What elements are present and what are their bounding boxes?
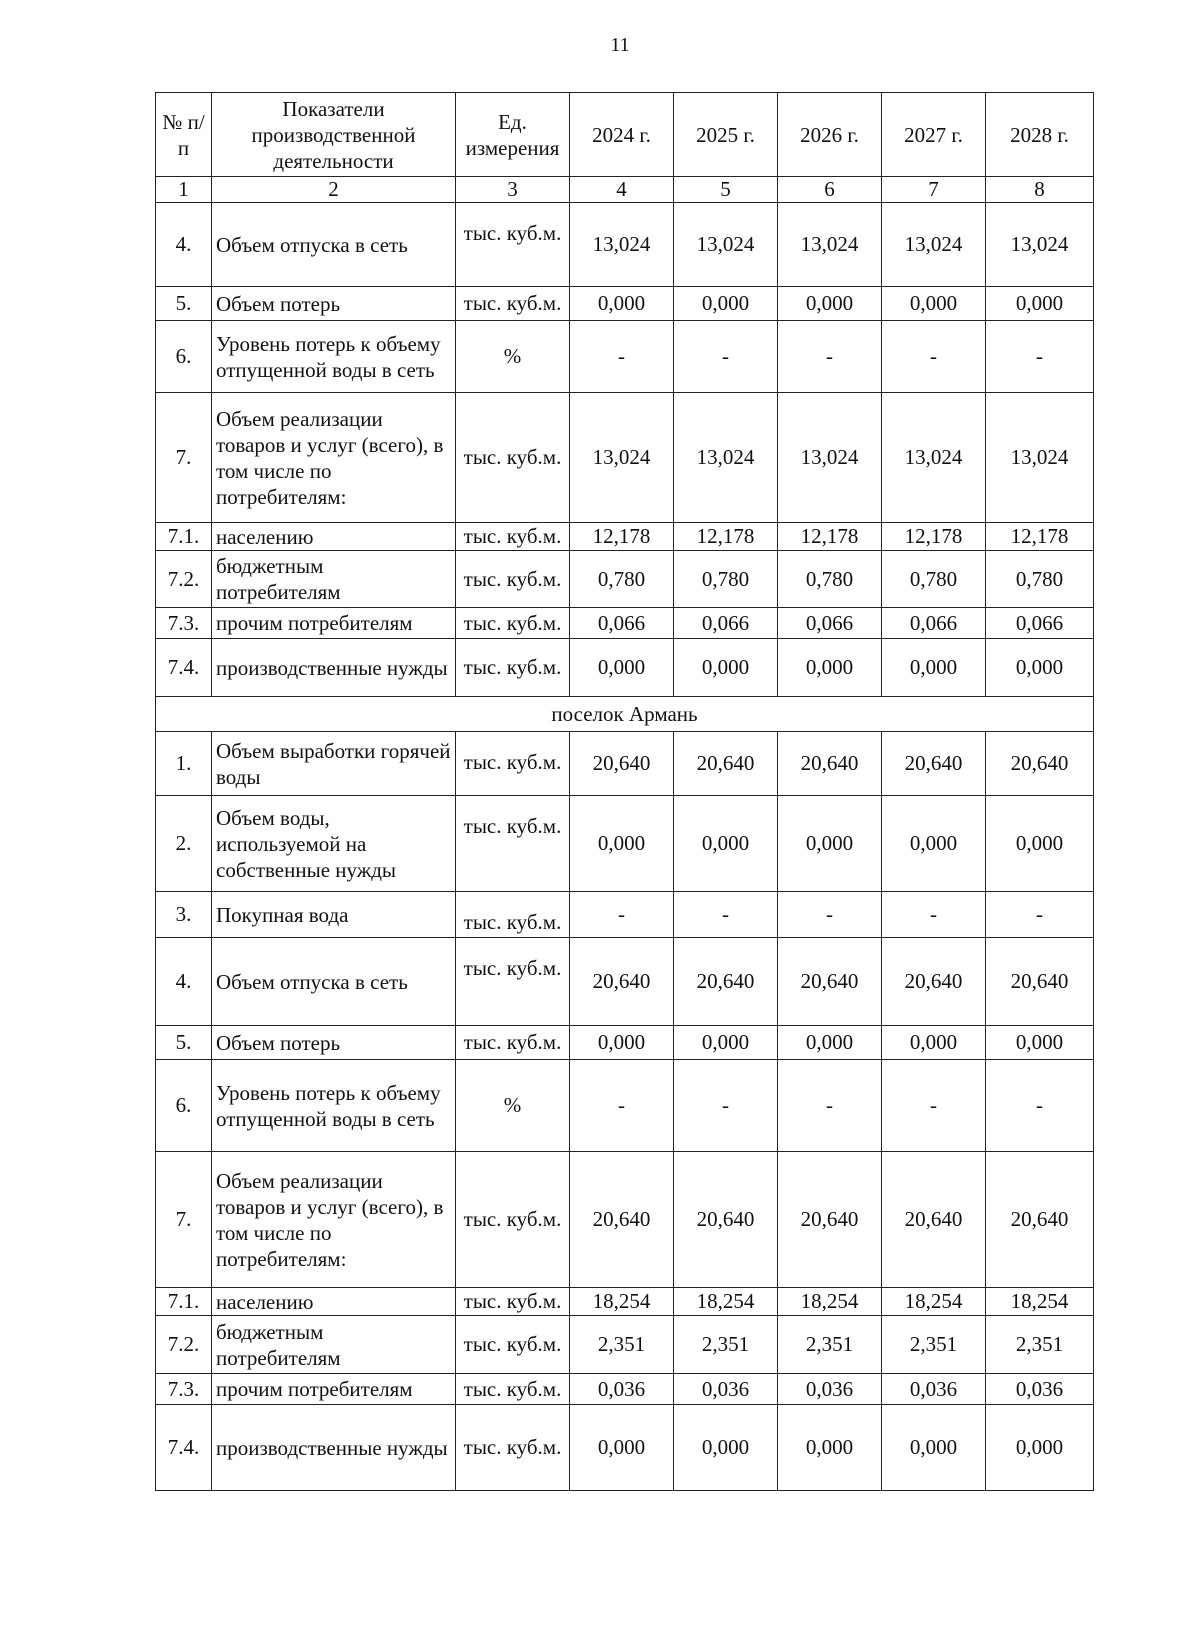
year-value: 0,000 <box>986 1405 1094 1491</box>
year-value: 20,640 <box>674 1152 778 1288</box>
year-value: 0,036 <box>674 1374 778 1405</box>
year-value: - <box>882 892 986 938</box>
indicator-name: Уровень потерь к объему отпущенной воды в сеть <box>212 1060 456 1152</box>
row-number: 3. <box>156 892 212 938</box>
year-value: 18,254 <box>778 1288 882 1316</box>
table-row <box>156 551 1094 608</box>
row-number: 2. <box>156 796 212 892</box>
year-value: - <box>674 892 778 938</box>
header-name: Показатели производственной деятельности <box>212 93 456 177</box>
year-value: 13,024 <box>986 203 1094 287</box>
header-num: № п/п <box>156 93 212 177</box>
year-value: 0,066 <box>882 608 986 639</box>
unit-of-measure: тыс. куб.м. <box>456 1026 570 1060</box>
column-number: 5 <box>674 177 778 203</box>
table-row <box>156 1152 1094 1288</box>
column-number: 6 <box>778 177 882 203</box>
year-value: 0,000 <box>882 1405 986 1491</box>
year-value: - <box>882 321 986 393</box>
year-value: 0,000 <box>570 1026 674 1060</box>
column-numbering-row <box>156 177 1094 203</box>
header-row <box>156 93 1094 177</box>
header-unit: Ед. измерения <box>456 93 570 177</box>
year-value: 13,024 <box>778 203 882 287</box>
year-value: 13,024 <box>570 393 674 523</box>
indicator-name: Объем отпуска в сеть <box>212 203 456 287</box>
header-year: 2027 г. <box>882 93 986 177</box>
header-year: 2026 г. <box>778 93 882 177</box>
year-value: 20,640 <box>778 938 882 1026</box>
table-row <box>156 203 1094 287</box>
indicator-name: бюджетным потребителям <box>212 1316 456 1374</box>
indicator-name: бюджетным потребителям <box>212 551 456 608</box>
year-value: 0,000 <box>778 1026 882 1060</box>
row-number: 7. <box>156 1152 212 1288</box>
year-value: - <box>570 321 674 393</box>
table-row <box>156 287 1094 321</box>
year-value: - <box>674 1060 778 1152</box>
year-value: - <box>778 892 882 938</box>
row-number: 6. <box>156 321 212 393</box>
column-number: 4 <box>570 177 674 203</box>
year-value: 18,254 <box>674 1288 778 1316</box>
row-number: 7.3. <box>156 1374 212 1405</box>
year-value: 12,178 <box>674 523 778 551</box>
unit-of-measure: тыс. куб.м. <box>456 938 570 1026</box>
indicator-name: Объем реализации товаров и услуг (всего), в том числе по потребителям: <box>212 393 456 523</box>
year-value: 18,254 <box>882 1288 986 1316</box>
indicator-name: Объем потерь <box>212 1026 456 1060</box>
year-value: 0,066 <box>986 608 1094 639</box>
year-value: 0,000 <box>986 639 1094 697</box>
unit-of-measure: тыс. куб.м. <box>456 203 570 287</box>
year-value: 12,178 <box>778 523 882 551</box>
unit-of-measure: тыс. куб.м. <box>456 639 570 697</box>
header-year: 2028 г. <box>986 93 1094 177</box>
unit-of-measure: тыс. куб.м. <box>456 1405 570 1491</box>
year-value: 0,000 <box>778 287 882 321</box>
year-value: 0,780 <box>778 551 882 608</box>
table-row <box>156 1374 1094 1405</box>
year-value: 18,254 <box>986 1288 1094 1316</box>
year-value: 0,036 <box>778 1374 882 1405</box>
year-value: 0,000 <box>986 1026 1094 1060</box>
indicator-name: Уровень потерь к объему отпущенной воды в сеть <box>212 321 456 393</box>
row-number: 5. <box>156 287 212 321</box>
year-value: 0,066 <box>570 608 674 639</box>
column-number: 8 <box>986 177 1094 203</box>
year-value: 20,640 <box>674 732 778 796</box>
year-value: 20,640 <box>778 732 882 796</box>
indicator-name: прочим потребителям <box>212 608 456 639</box>
table-row <box>156 523 1094 551</box>
unit-of-measure: тыс. куб.м. <box>456 608 570 639</box>
section-row <box>156 697 1094 732</box>
year-value: 20,640 <box>674 938 778 1026</box>
year-value: - <box>778 321 882 393</box>
year-value: 20,640 <box>986 732 1094 796</box>
table-row <box>156 1288 1094 1316</box>
year-value: 0,780 <box>986 551 1094 608</box>
year-value: 2,351 <box>570 1316 674 1374</box>
page-number: 11 <box>610 34 630 56</box>
year-value: 0,000 <box>882 287 986 321</box>
indicator-name: Объем реализации товаров и услуг (всего), в том числе по потребителям: <box>212 1152 456 1288</box>
row-number: 7.2. <box>156 1316 212 1374</box>
year-value: - <box>570 1060 674 1152</box>
table-row <box>156 938 1094 1026</box>
column-number: 1 <box>156 177 212 203</box>
indicator-name: Объем выработки горячей воды <box>212 732 456 796</box>
year-value: 0,000 <box>570 287 674 321</box>
year-value: 13,024 <box>778 393 882 523</box>
unit-of-measure: тыс. куб.м. <box>456 287 570 321</box>
row-number: 7.4. <box>156 1405 212 1491</box>
year-value: 2,351 <box>882 1316 986 1374</box>
row-number: 7.3. <box>156 608 212 639</box>
column-number: 3 <box>456 177 570 203</box>
year-value: 0,000 <box>674 287 778 321</box>
year-value: 20,640 <box>882 938 986 1026</box>
year-value: 0,000 <box>882 1026 986 1060</box>
unit-of-measure: тыс. куб.м. <box>456 1288 570 1316</box>
year-value: 13,024 <box>674 203 778 287</box>
unit-of-measure: тыс. куб.м. <box>456 892 570 938</box>
year-value: 20,640 <box>570 1152 674 1288</box>
year-value: 0,000 <box>570 796 674 892</box>
header-year: 2025 г. <box>674 93 778 177</box>
table-row <box>156 1060 1094 1152</box>
year-value: 18,254 <box>570 1288 674 1316</box>
section-title: поселок Армань <box>156 697 1094 732</box>
year-value: 0,780 <box>570 551 674 608</box>
year-value: 12,178 <box>882 523 986 551</box>
year-value: 2,351 <box>674 1316 778 1374</box>
year-value: 0,000 <box>674 796 778 892</box>
column-number: 2 <box>212 177 456 203</box>
unit-of-measure: тыс. куб.м. <box>456 393 570 523</box>
row-number: 7.1. <box>156 1288 212 1316</box>
indicator-name: производственные нужды <box>212 639 456 697</box>
year-value: 13,024 <box>882 203 986 287</box>
year-value: - <box>778 1060 882 1152</box>
row-number: 7.2. <box>156 551 212 608</box>
year-value: 0,000 <box>778 796 882 892</box>
year-value: 0,000 <box>570 639 674 697</box>
year-value: 0,066 <box>674 608 778 639</box>
unit-of-measure: тыс. куб.м. <box>456 551 570 608</box>
table-row <box>156 732 1094 796</box>
table-row <box>156 892 1094 938</box>
year-value: 12,178 <box>986 523 1094 551</box>
unit-of-measure: тыс. куб.м. <box>456 796 570 892</box>
row-number: 4. <box>156 203 212 287</box>
year-value: 0,000 <box>882 796 986 892</box>
year-value: 20,640 <box>882 1152 986 1288</box>
table-body-first-part <box>156 203 1094 697</box>
year-value: 0,000 <box>570 1405 674 1491</box>
year-value: - <box>986 1060 1094 1152</box>
row-number: 5. <box>156 1026 212 1060</box>
year-value: 0,000 <box>778 639 882 697</box>
year-value: 13,024 <box>674 393 778 523</box>
year-value: 0,000 <box>778 1405 882 1491</box>
year-value: 0,066 <box>778 608 882 639</box>
year-value: 0,000 <box>674 1405 778 1491</box>
unit-of-measure: % <box>456 1060 570 1152</box>
table-row <box>156 1026 1094 1060</box>
year-value: 0,036 <box>570 1374 674 1405</box>
table-row <box>156 1316 1094 1374</box>
year-value: 0,780 <box>882 551 986 608</box>
year-value: 0,036 <box>986 1374 1094 1405</box>
year-value: 0,000 <box>986 287 1094 321</box>
year-value: 13,024 <box>986 393 1094 523</box>
unit-of-measure: тыс. куб.м. <box>456 523 570 551</box>
year-value: 20,640 <box>882 732 986 796</box>
header-year: 2024 г. <box>570 93 674 177</box>
year-value: 13,024 <box>882 393 986 523</box>
year-value: 20,640 <box>986 938 1094 1026</box>
year-value: 0,780 <box>674 551 778 608</box>
indicator-name: Объем потерь <box>212 287 456 321</box>
unit-of-measure: тыс. куб.м. <box>456 1374 570 1405</box>
year-value: - <box>674 321 778 393</box>
year-value: - <box>882 1060 986 1152</box>
indicator-name: производственные нужды <box>212 1405 456 1491</box>
year-value: 2,351 <box>986 1316 1094 1374</box>
row-number: 7.4. <box>156 639 212 697</box>
year-value: 0,000 <box>882 639 986 697</box>
column-number: 7 <box>882 177 986 203</box>
row-number: 7. <box>156 393 212 523</box>
row-number: 4. <box>156 938 212 1026</box>
production-indicators-table <box>155 92 1094 1491</box>
year-value: 0,036 <box>882 1374 986 1405</box>
year-value: 20,640 <box>570 938 674 1026</box>
row-number: 7.1. <box>156 523 212 551</box>
row-number: 6. <box>156 1060 212 1152</box>
table-row <box>156 608 1094 639</box>
indicator-name: Покупная вода <box>212 892 456 938</box>
indicator-name: Объем воды, используемой на собственные нужды <box>212 796 456 892</box>
row-number: 1. <box>156 732 212 796</box>
year-value: - <box>986 321 1094 393</box>
year-value: 0,000 <box>674 1026 778 1060</box>
indicator-name: прочим потребителям <box>212 1374 456 1405</box>
indicator-name: населению <box>212 523 456 551</box>
table-row <box>156 393 1094 523</box>
table-row <box>156 639 1094 697</box>
indicator-name: населению <box>212 1288 456 1316</box>
unit-of-measure: тыс. куб.м. <box>456 1316 570 1374</box>
table-row <box>156 1405 1094 1491</box>
year-value: 0,000 <box>674 639 778 697</box>
table-body-arman <box>156 732 1094 1491</box>
year-value: 13,024 <box>570 203 674 287</box>
table-row <box>156 321 1094 393</box>
unit-of-measure: % <box>456 321 570 393</box>
table-row <box>156 796 1094 892</box>
section-header <box>156 697 1094 732</box>
year-value: 20,640 <box>570 732 674 796</box>
year-value: 0,000 <box>986 796 1094 892</box>
year-value: 12,178 <box>570 523 674 551</box>
unit-of-measure: тыс. куб.м. <box>456 1152 570 1288</box>
year-value: - <box>570 892 674 938</box>
unit-of-measure: тыс. куб.м. <box>456 732 570 796</box>
year-value: - <box>986 892 1094 938</box>
indicator-name: Объем отпуска в сеть <box>212 938 456 1026</box>
year-value: 2,351 <box>778 1316 882 1374</box>
year-value: 20,640 <box>778 1152 882 1288</box>
year-value: 20,640 <box>986 1152 1094 1288</box>
